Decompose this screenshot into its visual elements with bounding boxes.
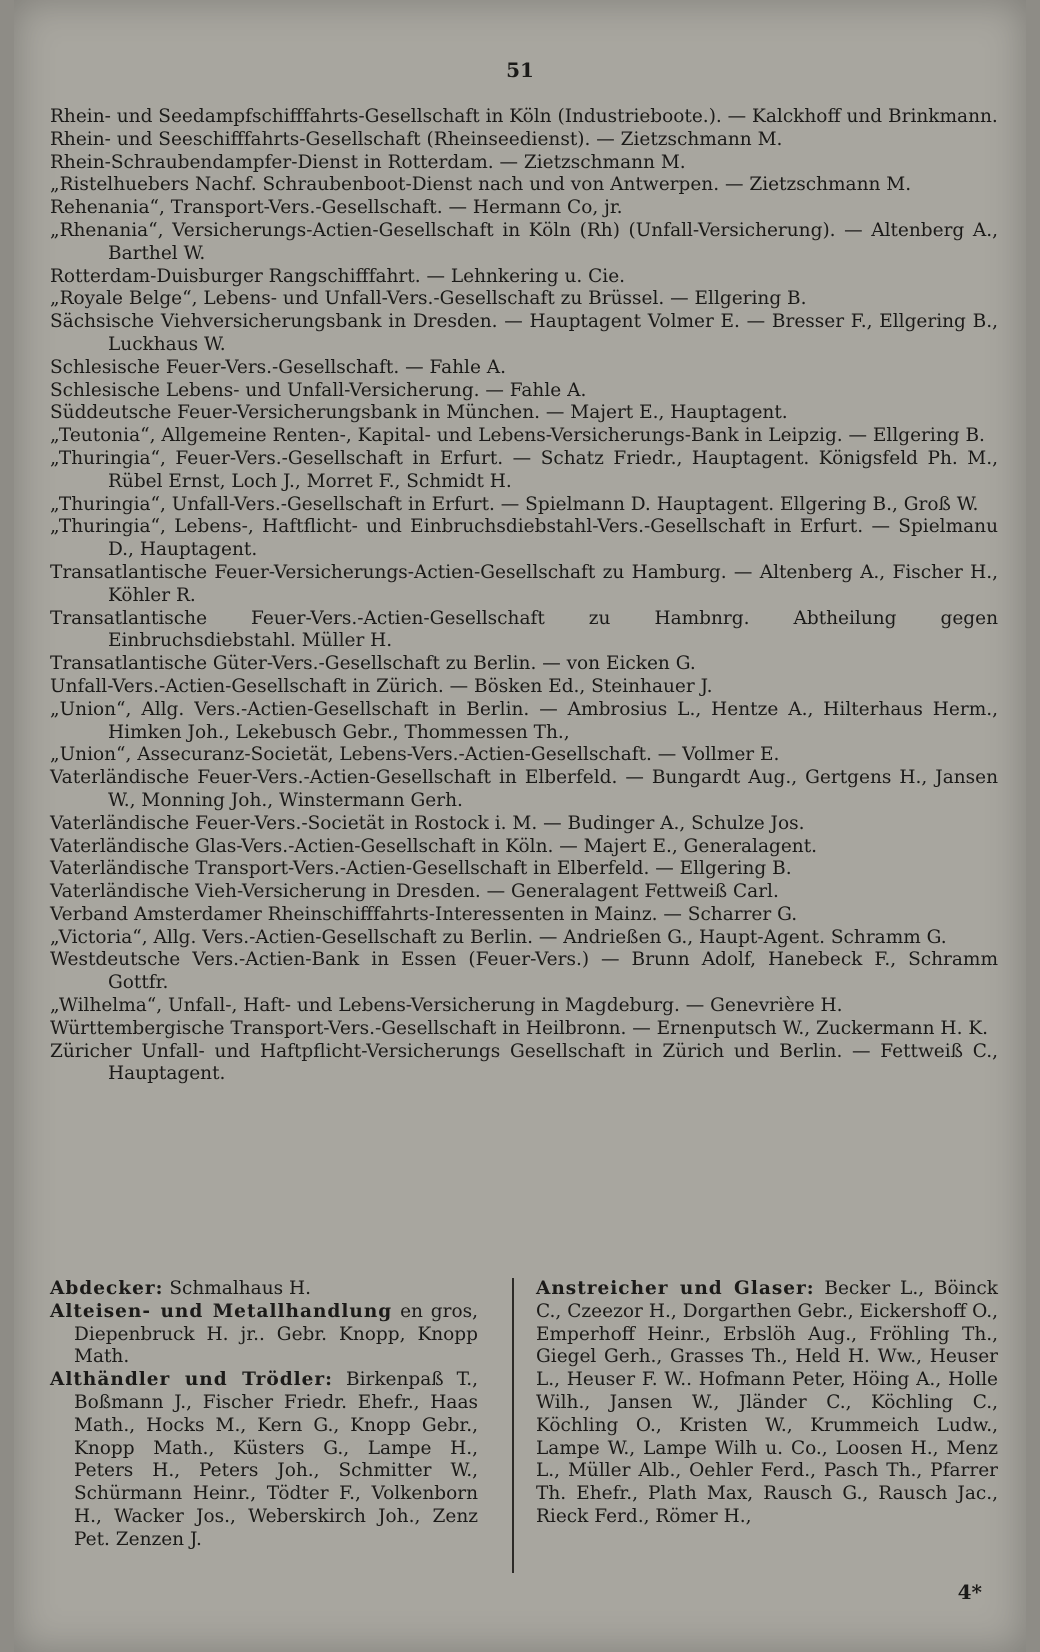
list-item: Transatlantische Feuer-Vers.-Actien-Gesellschaft zu Hambnrg. Abtheilung gegen Einbruchsdiebstahl. Müller H. bbox=[50, 607, 998, 652]
list-item: Vaterländische Glas-Vers.-Actien-Gesellschaft in Köln. — Majert E., Generalagent. bbox=[50, 835, 818, 857]
list-item: „Victoria“, Allg. Vers.-Actien-Gesellschaft zu Berlin. — Andrießen G., Haupt-Agent. Schramm G. bbox=[50, 926, 947, 948]
list-item: „Thuringia“, Feuer-Vers.-Gesellschaft in Erfurt. — Schatz Friedr., Hauptagent. Königsfeld Ph. M., Rübel Ernst, Loch J., Morret F., Schmidt H. bbox=[50, 447, 998, 492]
list-item: Verband Amsterdamer Rheinschifffahrts-Interessenten in Mainz. — Scharrer G. bbox=[50, 903, 798, 925]
list-item: „Rhenania“, Versicherungs-Actien-Gesellschaft in Köln (Rh) (Unfall-Versicherung). — Altenberg A., Barthel W. bbox=[50, 219, 998, 264]
section-text: en gros, Diepenbruck H. jr.. Gebr. Knopp, Knopp Math. bbox=[74, 1300, 478, 1368]
section-heading: Abdecker: bbox=[50, 1278, 164, 1299]
list-item: Züricher Unfall- und Haftpflicht-Versicherungs Gesellschaft in Zürich und Berlin. — Fettweiß C., Hauptagent. bbox=[50, 1040, 998, 1085]
right-column bbox=[536, 1278, 998, 1529]
list-item: Rotterdam-Duisburger Rangschifffahrt. — Lehnkering u. Cie. bbox=[50, 265, 626, 287]
list-item: „Union“, Assecuranz-Societät, Lebens-Vers.-Actien-Gesellschaft. — Vollmer E. bbox=[50, 744, 780, 766]
section-text: Schmalhaus H. bbox=[163, 1278, 312, 1299]
list-item: „Ristelhuebers Nachf. Schraubenboot-Dienst nach und von Antwerpen. — Zietzschmann M. bbox=[50, 174, 912, 196]
section-heading: Anstreicher und Glaser: bbox=[536, 1278, 815, 1299]
list-item: Vaterländische Feuer-Vers.-Societät in Rostock i. M. — Budinger A., Schulze Jos. bbox=[50, 812, 805, 834]
list-item: „Union“, Allg. Vers.-Actien-Gesellschaft in Berlin. — Ambrosius L., Hentze A., Hilterhaus Herm., Himken Joh., Lekebusch Gebr., Thommessen Th., bbox=[50, 698, 998, 743]
list-item: Vaterländische Feuer-Vers.-Actien-Gesellschaft in Elberfeld. — Bungardt Aug., Gertgens H., Jansen W., Monning Joh., Winstermann Gerh. bbox=[50, 767, 998, 811]
list-item: Rehenania“, Transport-Vers.-Gesellschaft. — Hermann Co, jr. bbox=[50, 197, 623, 219]
section-text: Birkenpaß T., Boßmann J., Fischer Friedr. Ehefr., Haas Math., Hocks M., Kern G., Knopp Gebr., Knopp Math., Küsters G., Lampe H., Peters H., Peters Joh., Schmitter W., Schürmann Heinr., Tödter F., Volkenborn H., Wacker Jos., Weberskirch Joh., Zenz Pet. Zenzen J. bbox=[74, 1369, 478, 1550]
column-divider bbox=[512, 1278, 514, 1573]
section-althaendler bbox=[50, 1369, 478, 1551]
list-item: Vaterländische Transport-Vers.-Actien-Gesellschaft in Elberfeld. — Ellgering B. bbox=[50, 858, 792, 880]
page-number: 51 bbox=[506, 58, 534, 82]
list-item: Württembergische Transport-Vers.-Gesellschaft in Heilbronn. — Ernenputsch W., Zuckermann H. K. bbox=[50, 1017, 989, 1039]
list-item: Transatlantische Güter-Vers.-Gesellschaft zu Berlin. — von Eicken G. bbox=[50, 653, 696, 675]
list-item: Süddeutsche Feuer-Versicherungsbank in München. — Majert E., Hauptagent. bbox=[50, 402, 788, 424]
list-item: Sächsische Viehversicherungsbank in Dresden. — Hauptagent Volmer E. — Bresser F., Ellgering B., Luckhaus W. bbox=[50, 311, 998, 355]
section-alteisen bbox=[50, 1300, 478, 1369]
entry-list bbox=[50, 106, 998, 1086]
section-abdecker bbox=[50, 1278, 478, 1301]
book-page bbox=[14, 0, 1026, 1652]
list-item: Unfall-Vers.-Actien-Gesellschaft in Zürich. — Bösken Ed., Steinhauer J. bbox=[50, 675, 713, 697]
section-anstreicher bbox=[536, 1278, 998, 1529]
list-item: Vaterländische Vieh-Versicherung in Dresden. — Generalagent Fettweiß Carl. bbox=[50, 881, 779, 903]
list-item: „Royale Belge“, Lebens- und Unfall-Vers.-Gesellschaft zu Brüssel. — Ellgering B. bbox=[50, 288, 807, 310]
list-item: Rhein- und Seeschifffahrts-Gesellschaft (Rheinseedienst). — Zietzschmann M. bbox=[50, 128, 783, 150]
list-item: „Thuringia“, Lebens-, Haftflicht- und Einbruchsdiebstahl-Vers.-Gesellschaft in Erfurt. — Spielmanu D., Hauptagent. bbox=[50, 516, 998, 561]
list-item: Transatlantische Feuer-Versicherungs-Actien-Gesellschaft zu Hamburg. — Altenberg A., Fischer H., Köhler R. bbox=[50, 561, 998, 606]
list-item: Schlesische Lebens- und Unfall-Versicherung. — Fahle A. bbox=[50, 379, 587, 401]
left-column bbox=[50, 1278, 478, 1552]
list-item: „Thuringia“, Unfall-Vers.-Gesellschaft in Erfurt. — Spielmann D. Hauptagent. Ellgering B., Groß W. bbox=[50, 493, 979, 515]
list-item: Schlesische Feuer-Vers.-Gesellschaft. — Fahle A. bbox=[50, 356, 507, 378]
section-heading: Alteisen- und Metallhandlung bbox=[50, 1300, 393, 1322]
list-item: Rhein- und Seedampfschifffahrts-Gesellschaft in Köln (Industrieboote.). — Kalckhoff und Brinkmann. bbox=[50, 106, 998, 127]
list-item: Rhein-Schraubendampfer-Dienst in Rotterdam. — Zietzschmann M. bbox=[50, 151, 686, 173]
section-heading: Althändler und Trödler: bbox=[50, 1369, 334, 1391]
section-text: Becker L., Böinck C., Czeezor H., Dorgarthen Gebr., Eickershoff O., Emperhoff Heinr., Erbslöh Aug., Fröhling Th., Giegel Gerh., Grasses Th., Held H. Ww., Heuser L., Heuser F. W.. Hofmann Peter, Höing A., Holle Wilh., Jansen W., Jländer C., Köchling C., Köchling O., Kristen W., Krummeich Ludw., Lampe W., Lampe Wilh u. Co., Loosen H., Menz L., Müller Alb., Oehler Ferd., Pasch Th., Pfarrer Th. Ehefr., Plath Max, Rausch G., Rausch Jac., Rieck Ferd., Römer H., bbox=[536, 1278, 998, 1527]
list-item: Westdeutsche Vers.-Actien-Bank in Essen (Feuer-Vers.) — Brunn Adolf, Hanebeck F., Schramm Gottfr. bbox=[50, 949, 998, 994]
list-item: „Wilhelma“, Unfall-, Haft- und Lebens-Versicherung in Magdeburg. — Genevrière H. bbox=[50, 995, 843, 1017]
signature-mark: 4* bbox=[957, 1580, 982, 1604]
list-item: „Teutonia“, Allgemeine Renten-, Kapital- und Lebens-Versicherungs-Bank in Leipzig. — Ellgering B. bbox=[50, 425, 985, 447]
